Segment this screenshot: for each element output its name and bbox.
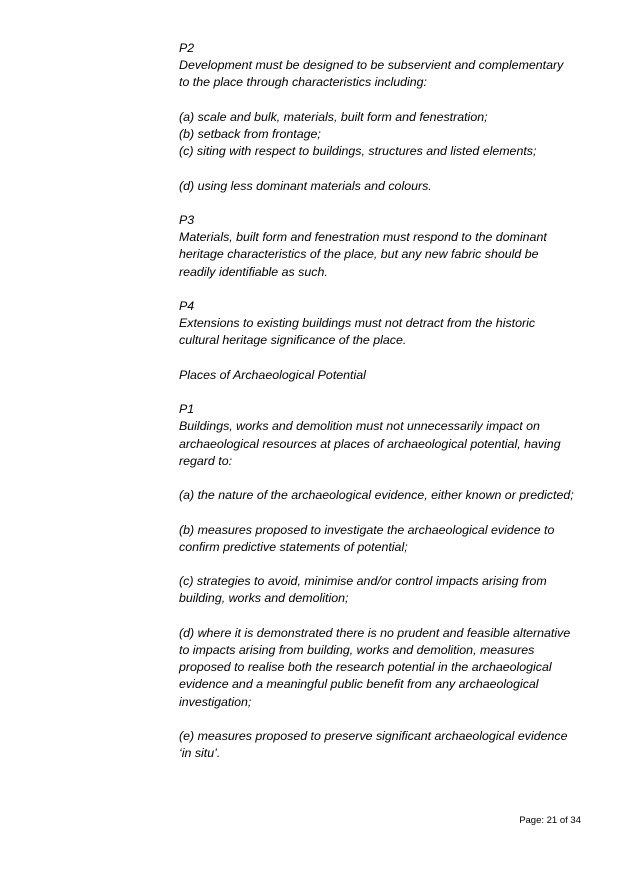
- list-item-c: (c) siting with respect to buildings, structures and listed elements;: [179, 144, 537, 159]
- criterion-c-cont: building, works and demolition;: [179, 591, 349, 606]
- clause-heading-p2: P2: [179, 41, 195, 55]
- clause-heading-p1: P1: [179, 402, 195, 417]
- criterion-d-cont: investigation;: [179, 694, 252, 709]
- clause-heading-p3: P3: [179, 212, 195, 227]
- document-body: [179, 40, 589, 762]
- clause-text-line: regard to:: [179, 453, 233, 468]
- criterion-a: (a) the nature of the archaeological evidence, either known or predicted;: [179, 488, 574, 503]
- criterion-e-cont: ‘in situ’.: [179, 746, 221, 761]
- criterion-d-cont: proposed to realise both the research potential in the archaeological: [179, 660, 552, 675]
- list-item-b: (b) setback from frontage;: [179, 127, 321, 141]
- criterion-b-cont: confirm predictive statements of potential;: [179, 539, 408, 554]
- clause-text-line: Materials, built form and fenestration must respond to the dominant: [179, 230, 547, 245]
- clause-text-line: readily identifiable as such.: [179, 264, 328, 279]
- criterion-d-cont: evidence and a meaningful public benefit from any archaeological: [179, 677, 539, 692]
- criterion-e: (e) measures proposed to preserve significant archaeological evidence: [179, 728, 568, 743]
- clause-text-line: archaeological resources at places of archaeological potential, having: [179, 436, 561, 451]
- list-item-d: (d) using less dominant materials and colours.: [179, 178, 432, 193]
- clause-text-line: Development must be designed to be subservient and complementary: [179, 58, 564, 73]
- clause-heading-p4: P4: [179, 298, 195, 313]
- section-title: Places of Archaeological Potential: [179, 367, 366, 382]
- clause-text-line: cultural heritage significance of the place.: [179, 333, 407, 348]
- clause-text-line: Extensions to existing buildings must not detract from the historic: [179, 316, 536, 331]
- clause-text-line: Buildings, works and demolition must not unnecessarily impact on: [179, 419, 540, 434]
- page-number: Page: 21 of 34: [519, 815, 581, 826]
- clause-text-line: to the place through characteristics including:: [179, 75, 427, 90]
- criterion-d-cont: to impacts arising from building, works and demolition, measures: [179, 642, 535, 657]
- list-item-a: (a) scale and bulk, materials, built form and fenestration;: [179, 109, 488, 124]
- clause-text-line: heritage characteristics of the place, but any new fabric should be: [179, 247, 539, 262]
- criterion-d: (d) where it is demonstrated there is no prudent and feasible alternative: [179, 625, 571, 640]
- criterion-b: (b) measures proposed to investigate the archaeological evidence to: [179, 522, 555, 537]
- criterion-c: (c) strategies to avoid, minimise and/or control impacts arising from: [179, 574, 547, 589]
